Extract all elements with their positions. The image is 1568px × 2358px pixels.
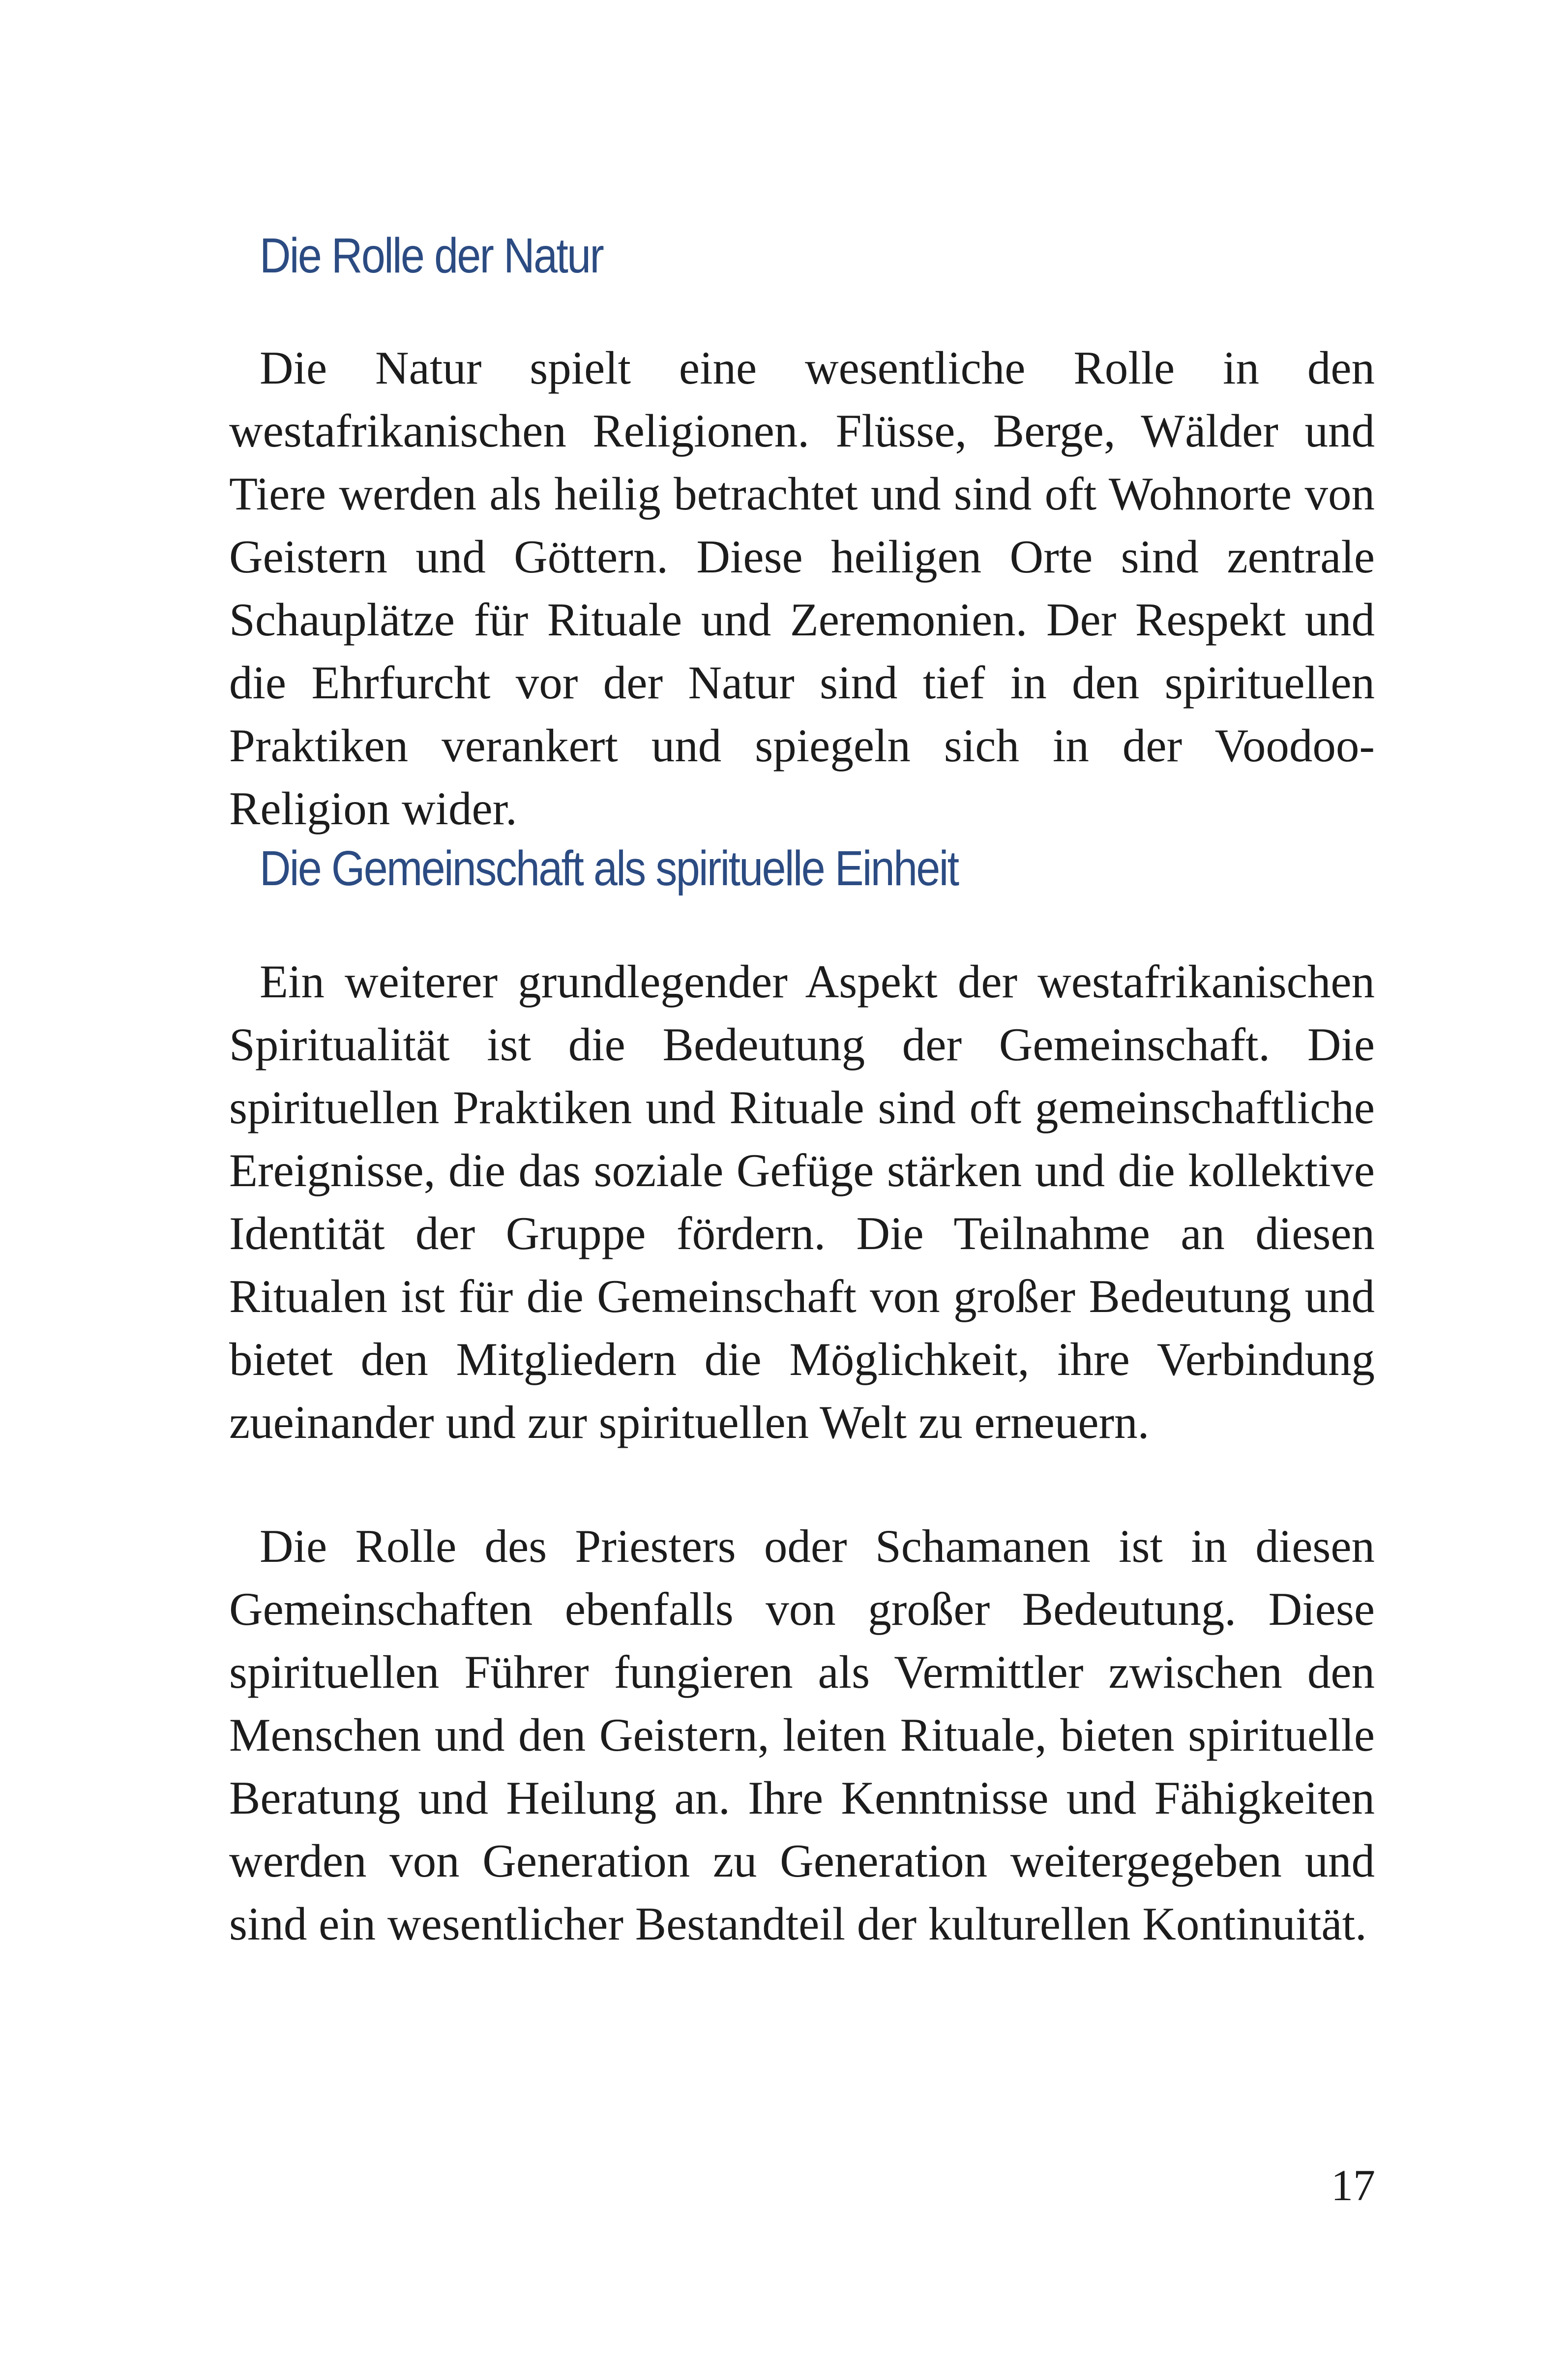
- paragraph-gemeinschaft: Ein weiterer grundlegender Aspekt der westafrikanischen Spiritualität ist die Bedeutung der Gemeinschaft. Die spirituellen Praktiken und Rituale sind oft gemeinschaftliche Ereignisse, die das soziale Gefüge stärken und die kollektive Identität der Gruppe fördern. Die Teilnahme an diesen Ritualen ist für die Gemeinschaft von großer Bedeutung und bietet den Mitgliedern die Möglichkeit, ihre Verbindung zueinander und zur spirituellen Welt zu erneuern.: [229, 955, 1375, 1448]
- page-number: 17: [1331, 2161, 1375, 2210]
- section-heading-gemeinschaft: Die Gemeinschaft als spirituelle Einheit: [260, 841, 958, 896]
- paragraph-natur: Die Natur spielt eine wesentliche Rolle in den westafrikanischen Religionen. Flüsse, Berge, Wälder und Tiere werden als heilig betrachtet und sind oft Wohnorte von Geistern und Göttern. Diese heiligen Orte sind zentrale Schauplätze für Rituale und Zeremonien. Der Respekt und die Ehrfurcht vor der Natur sind tief in den spirituellen Praktiken verankert und spiegeln sich in der Voodoo-Religion wider.: [229, 342, 1375, 835]
- section-heading-natur: Die Rolle der Natur: [260, 228, 603, 283]
- paragraph-priester: Die Rolle des Priesters oder Schamanen ist in diesen Gemeinschaften ebenfalls von großer Bedeutung. Diese spirituellen Führer fungieren als Vermittler zwischen den Menschen und den Geistern, leiten Rituale, bieten spirituelle Beratung und Heilung an. Ihre Kenntnisse und Fähigkeiten werden von Generation zu Generation weitergegeben und sind ein wesentlicher Bestandteil der kulturellen Kontinuität.: [229, 1520, 1375, 1950]
